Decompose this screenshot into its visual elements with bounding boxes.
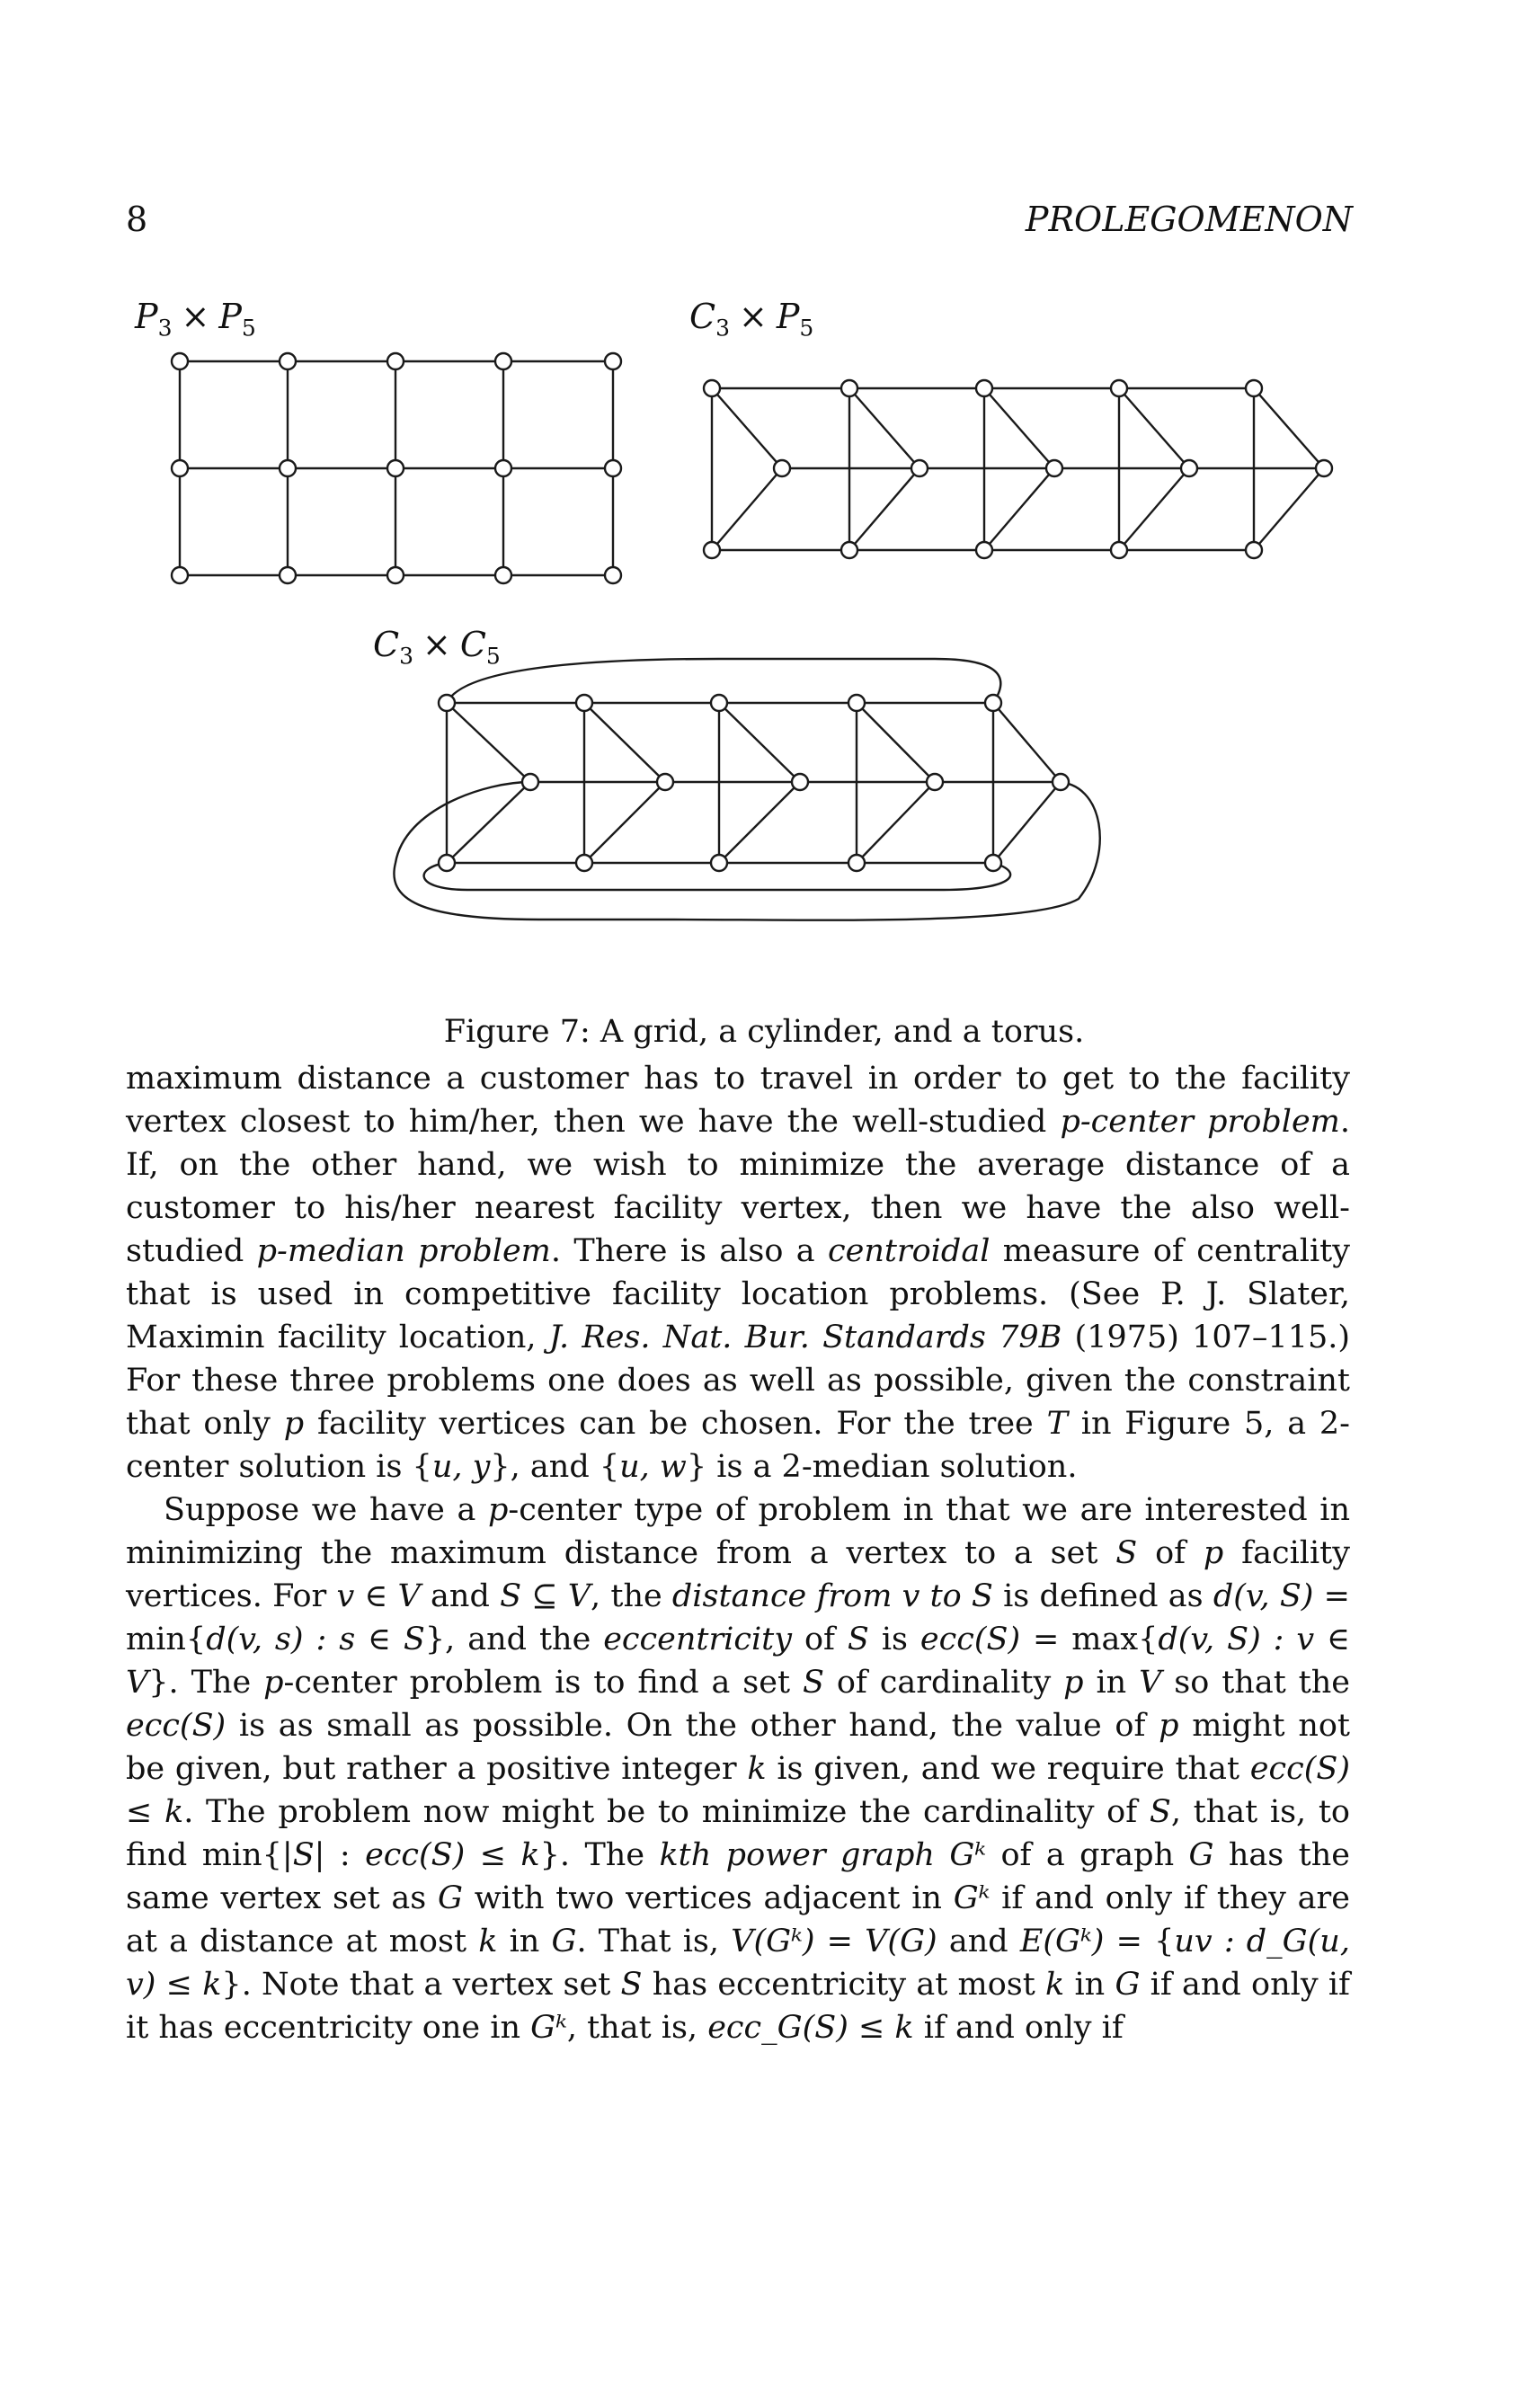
grid-vertex bbox=[387, 567, 404, 583]
cylinder-graph bbox=[704, 380, 1332, 558]
body-text bbox=[126, 1057, 1350, 2049]
page-number: 8 bbox=[126, 200, 148, 239]
cylinder-vertex bbox=[1181, 460, 1197, 476]
torus-vertex bbox=[985, 695, 1001, 711]
grid-vertex bbox=[605, 567, 621, 583]
cylinder-vertex bbox=[704, 542, 720, 558]
grid-vertex bbox=[387, 353, 404, 369]
grid-vertex bbox=[605, 460, 621, 476]
grid-vertex bbox=[605, 353, 621, 369]
cylinder-vertex bbox=[1246, 380, 1262, 396]
paragraph-1: maximum distance a customer has to travel in order to get to the facility vertex closest to him/her, then we have the well-studied p-center problem. If, on the other hand, we wish to minimize the average distance of a customer to his/her nearest facility vertex, then we have the also well-studied p-median problem. There is also a centroidal measure of centrality that is used in competitive facility location problems. (See P. J. Slater, Maximin facility location, J. Res. Nat. Bur. Standards 79B (1975) 107–115.) For these three problems one does as well as possible, given the constraint that only p facility vertices can be chosen. For the tree T in Figure 5, a 2-center solution is {u, y}, and {u, w} is a 2-median solution. bbox=[126, 1061, 1351, 1485]
cylinder-vertex bbox=[841, 380, 857, 396]
torus-vertex bbox=[985, 855, 1001, 871]
torus-vertex bbox=[657, 774, 673, 790]
grid-vertex bbox=[172, 567, 188, 583]
torus-label: $C_3 \times C_5$ bbox=[373, 625, 501, 670]
grid-vertex bbox=[280, 567, 296, 583]
grid-graph bbox=[172, 353, 621, 583]
torus-vertex bbox=[576, 695, 592, 711]
torus-graph bbox=[394, 659, 1099, 920]
torus-vertex bbox=[522, 774, 538, 790]
torus-vertex bbox=[848, 855, 865, 871]
figure-graphs bbox=[0, 0, 1528, 1007]
grid-vertex bbox=[495, 353, 511, 369]
grid-vertex bbox=[495, 460, 511, 476]
cylinder-vertex bbox=[1111, 542, 1127, 558]
cylinder-vertex bbox=[976, 380, 992, 396]
grid-vertex bbox=[280, 353, 296, 369]
cylinder-vertex bbox=[1246, 542, 1262, 558]
torus-vertex bbox=[711, 855, 727, 871]
paragraph-2: Suppose we have a p-center type of problem in that we are interested in minimizing the maximum distance from a vertex to a set S of p facility vertices. For v ∈ V and S ⊆ V, the distance from v to S is defined as d(v, S) = min{d(v, s) : s ∈ S}, and the eccentricity of S is ecc(S) = max{d(v, S) : v ∈ V}. The p-center problem is to find a set S of cardinality p in V so that the ecc(S) is as small as possible. On the other hand, the value of p might not be given, but rather a positive integer k is given, and we require that ecc(S) ≤ k. The problem now might be to minimize the cardinality of S, that is, to find min{|S| : ecc(S) ≤ k}. The kth power graph Gᵏ of a graph G has the same vertex set as G with two vertices adjacent in Gᵏ if and only if they are at a distance at most k in G. That is, V(Gᵏ) = V(G) and E(Gᵏ) = {uv : d_G(u, v) ≤ k}. Note that a vertex set S has eccentricity at most k in G if and only if it has eccentricity one in Gᵏ, that is, ecc_G(S) ≤ k if and only if bbox=[126, 1492, 1351, 2046]
torus-vertex bbox=[711, 695, 727, 711]
grid-vertex bbox=[387, 460, 404, 476]
torus-vertex bbox=[576, 855, 592, 871]
torus-vertex bbox=[848, 695, 865, 711]
torus-vertex bbox=[1053, 774, 1069, 790]
cylinder-vertex bbox=[1316, 460, 1332, 476]
grid-vertex bbox=[495, 567, 511, 583]
running-head: PROLEGOMENON bbox=[1025, 200, 1353, 239]
cylinder-vertex bbox=[774, 460, 790, 476]
cylinder-vertex bbox=[976, 542, 992, 558]
torus-vertex bbox=[439, 855, 455, 871]
cylinder-vertex bbox=[704, 380, 720, 396]
cylinder-vertex bbox=[1111, 380, 1127, 396]
grid-label: $P_3 \times P_5$ bbox=[135, 297, 256, 342]
grid-vertex bbox=[280, 460, 296, 476]
torus-vertex bbox=[439, 695, 455, 711]
torus-vertex bbox=[927, 774, 943, 790]
cylinder-vertex bbox=[911, 460, 928, 476]
figure-caption: Figure 7: A grid, a cylinder, and a torus. bbox=[443, 1014, 1085, 1050]
cylinder-vertex bbox=[1046, 460, 1062, 476]
cylinder-label: $C_3 \times P_5$ bbox=[689, 297, 814, 342]
grid-vertex bbox=[172, 353, 188, 369]
cylinder-vertex bbox=[841, 542, 857, 558]
torus-vertex bbox=[792, 774, 808, 790]
grid-vertex bbox=[172, 460, 188, 476]
